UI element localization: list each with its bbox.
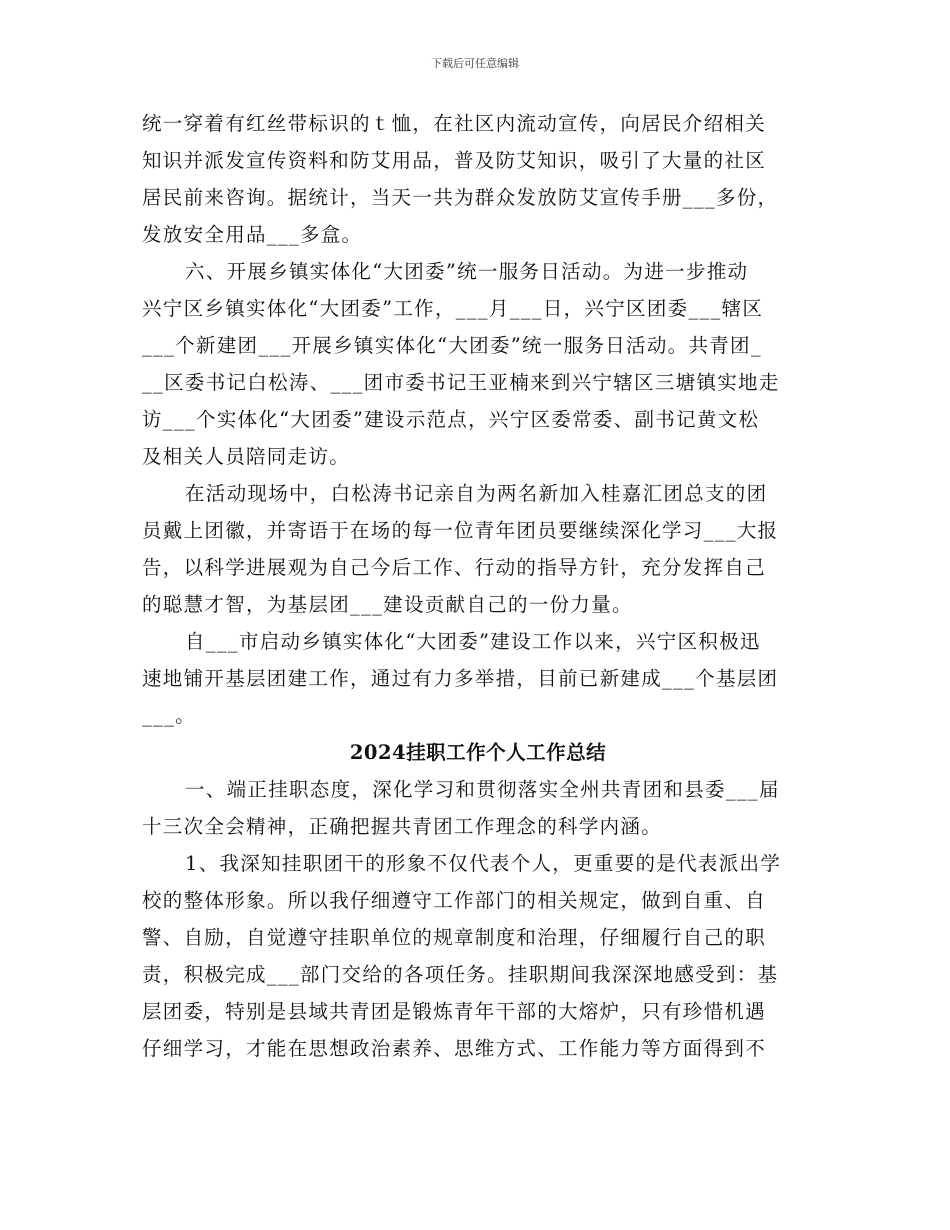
- text-line: 层团委，特别是县域共青团是锻炼青年干部的大熔炉，只有珍惜机遇: [142, 1000, 767, 1023]
- text-line: 统一穿着有红丝带标识的ｔ恤，在社区内流动宣传，向居民介绍相关: [142, 112, 767, 135]
- text-line: 六、开展乡镇实体化“大团委”统一服务日活动。为进一步推动: [185, 260, 749, 283]
- text-line: 在活动现场中，白松涛书记亲自为两名新加入桂嘉汇团总支的团: [185, 482, 768, 505]
- text-line: 校的整体形象。所以我仔细遵守工作部门的相关规定，做到自重、自: [142, 889, 767, 912]
- text-line: 的聪慧才智，为基层团___建设贡献自己的一份力量。: [142, 593, 633, 616]
- text-line: 一、端正挂职态度，深化学习和贯彻落实全州共青团和县委___届: [185, 778, 780, 801]
- text-line: 自___市启动乡镇实体化“大团委”建设工作以来，兴宁区积极迅: [185, 630, 761, 653]
- text-line: 知识并派发宣传资料和防艾用品，普及防艾知识，吸引了大量的社区: [142, 149, 767, 172]
- text-line: 1、我深知挂职团干的形象不仅代表个人，更重要的是代表派出学: [185, 852, 782, 875]
- text-line: 访___个实体化“大团委”建设示范点，兴宁区委常委、副书记黄文松: [142, 408, 760, 431]
- text-line: __区委书记白松涛、___团市委书记王亚楠来到兴宁辖区三塘镇实地走: [142, 371, 780, 394]
- text-line: 居民前来咨询。据统计，当天一共为群众发放防艾宣传手册___多份，: [142, 186, 779, 209]
- text-line: ___。: [142, 704, 196, 727]
- text-line: 警、自励，自觉遵守挂职单位的规章制度和治理，仔细履行自己的职: [142, 926, 767, 949]
- text-line: 员戴上团徽，并寄语于在场的每一位青年团员要继续深化学习___大报: [142, 519, 779, 542]
- text-line: 速地铺开基层团建工作，通过有力多举措，目前已新建成___个基层团: [142, 667, 779, 690]
- text-line: 仔细学习，才能在思想政治素养、思维方式、工作能力等方面得到不: [142, 1037, 767, 1060]
- section-title: 2024挂职工作个人工作总结: [349, 741, 607, 764]
- text-line: 十三次全会精神，正确把握共青团工作理念的科学内涵。: [142, 815, 663, 838]
- text-line: 及相关人员陪同走访。: [142, 445, 351, 468]
- text-line: 告，以科学进展观为自己今后工作、行动的指导方针，充分发挥自己: [142, 556, 767, 579]
- text-line: ___个新建团___开展乡镇实体化“大团委”统一服务日活动。共青团_: [142, 334, 762, 357]
- text-line: 责，积极完成___部门交给的各项任务。挂职期间我深深地感受到：基: [142, 963, 779, 986]
- text-line: 兴宁区乡镇实体化“大团委”工作，___月___日，兴宁区团委___辖区: [142, 297, 764, 320]
- text-line: 发放安全用品___多盒。: [142, 223, 363, 246]
- page-header: 下载后可任意编辑: [431, 57, 519, 70]
- document-body: [142, 105, 814, 1067]
